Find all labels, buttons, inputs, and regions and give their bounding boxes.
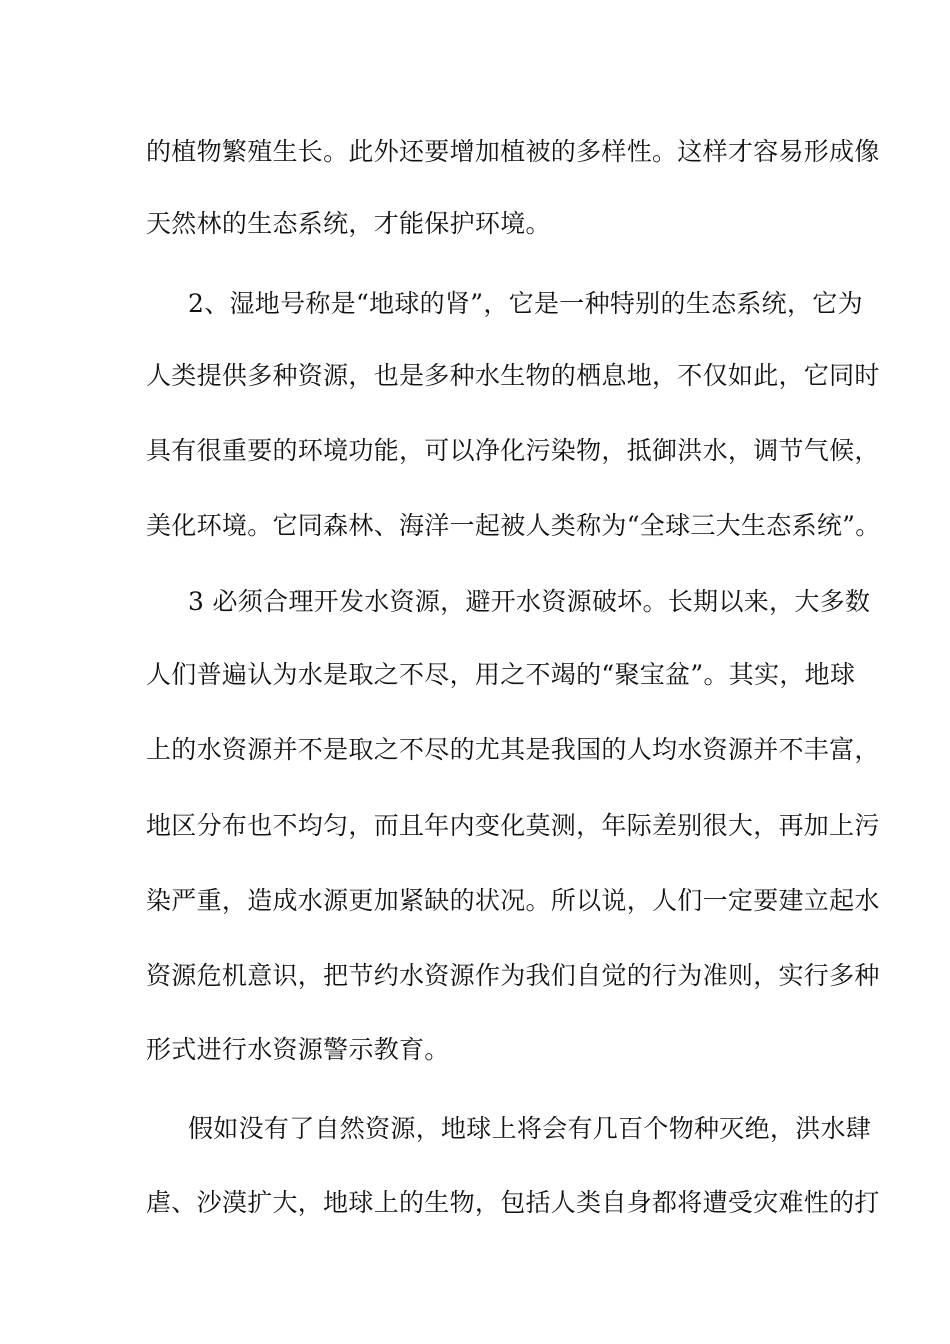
paragraph-start-line: 3 必须合理开发水资源，避开水资源破坏。长期以来，大多数: [188, 587, 871, 616]
text-line: 资源危机意识，把节约水资源作为我们自觉的行为准则，实行多种: [146, 961, 880, 990]
text-line: 的植物繁殖生长。此外还要增加植被的多样性。这样才容易形成像: [146, 137, 880, 166]
text-line: 天然林的生态系统，才能保护环境。: [146, 209, 551, 238]
paragraph-start-line: 假如没有了自然资源，地球上将会有几百个物种灭绝，洪水肆: [188, 1114, 872, 1143]
text-line: 形式进行水资源警示教育。: [146, 1035, 450, 1064]
text-line: 具有很重要的环境功能，可以净化污染物，抵御洪水，调节气候，: [146, 436, 880, 465]
paragraph-start-line: 2、湿地号称是“地球的肾”，它是一种特别的生态系统，它为: [188, 289, 863, 318]
text-line: 美化环境。它同森林、海洋一起被人类称为“全球三大生态系统”。: [146, 511, 881, 540]
text-line: 染严重，造成水源更加紧缺的状况。所以说，人们一定要建立起水: [146, 886, 880, 915]
text-line: 人类提供多种资源，也是多种水生物的栖息地，不仅如此，它同时: [146, 361, 880, 390]
text-line: 地区分布也不均匀，而且年内变化莫测，年际差别很大，再加上污: [146, 811, 880, 840]
text-line: 人们普遍认为水是取之不尽，用之不竭的“聚宝盆”。其实，地球: [146, 660, 856, 689]
text-line: 虐、沙漠扩大，地球上的生物，包括人类自身都将遭受灾难性的打: [146, 1188, 880, 1217]
text-line: 上的水资源并不是取之不尽的尤其是我国的人均水资源并不丰富，: [146, 735, 880, 764]
